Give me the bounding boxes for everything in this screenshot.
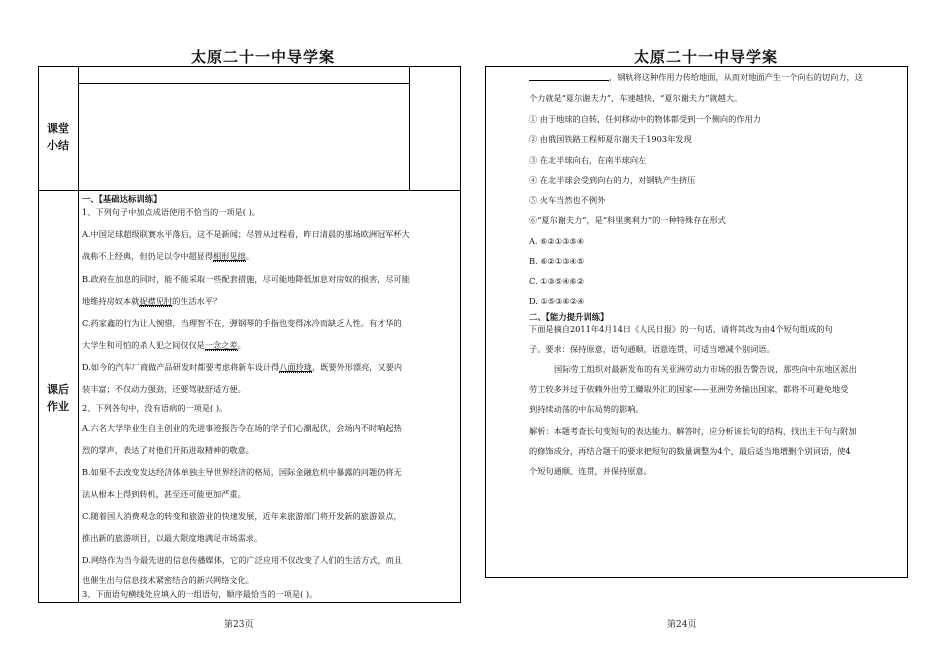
idiom-xiangxingjianchu: 相形见绌 [213,251,246,261]
sentence-5: ⑤ 火车当然也不例外 [529,195,606,205]
right-page-number: 第24页 [667,620,697,630]
q2-option-a-line2: 烈的掌声，表达了对他们开拓进取精神的敬意。 [82,445,254,455]
fill-in-blank[interactable] [529,71,609,81]
q1-option-b-line2: 地维持房奴本就捉襟见肘的生活水平？ [82,296,222,306]
q1-option-c-line1: C.药家鑫的行为让人惋惜，当理智不在，弹钢琴的手指也变得冰冷而缺乏人性。有才华的 [82,318,402,328]
quote-line-1: 国际劳工组织对最新发布的有关亚洲劳动力市场的报告警告说，那些向中东地区派出 [554,364,857,374]
left-page-title: 太原二十一中导学案 [191,48,336,66]
analysis-line-3: 个短句通顺、连贯，并保持原意。 [529,466,652,476]
class-summary-label: 课堂 小结 [47,122,69,152]
task-line-2: 子。要求：保持原意，语句通顺，语意连贯，可适当增减个别词语。 [529,344,775,354]
quote-line-2: 劳工较多并过于依赖外出劳工赚取外汇的国家——亚洲劳务输出国家，都将不可避免地受 [529,384,849,394]
passage-line-1: ，钢轨将这种作用力传给地面，从而对地面产生一个向右的切向力，这 [529,71,863,83]
q1-option-c-line2: 大学生和可怕的杀人犯之间仅仅是一念之差。 [82,340,246,350]
sentence-1: ① 由于地球的自转，任何移动中的物体都受到一个侧向的作用力 [529,114,761,124]
task-line-1: 下面是摘自2011年4月14日《人民日报》的一句话，请将其改为由4个短句组成的句 [529,324,833,334]
quote-line-3: 到持续动荡的中东局势的影响。 [529,404,644,414]
option-d: D. ①⑤③⑥②④ [529,296,585,306]
option-c: C. ①③⑤④⑥② [529,276,585,286]
q2-option-c-line2: 推出新的旅游项目，以最大限度地满足市场需求。 [82,533,263,543]
q2-option-d-line1: D.网络作为当今最先进的信息传播媒体，它的广泛应用不仅改变了人们的生活方式，而且 [82,555,403,565]
option-a: A. ⑥②①③⑤④ [529,236,585,246]
homework-label: 课后 作业 [47,383,69,413]
section2-heading: 二、【能力提升训练】 [529,312,609,322]
left-page-number: 第23页 [224,620,254,630]
idiom-bamianlinglong: 八面玲珑 [279,362,312,372]
idiom-zhuojinjianzhou: 捉襟见肘 [139,296,173,306]
option-b: B. ⑥②①③④⑤ [529,256,585,266]
q2-option-a-line1: A.六名大学毕业生自主创业的先进事迹报告令在场的学子们心潮起伏，会场内不时响起热 [82,423,402,433]
q1-option-d-line2: 装丰富；不仅动力强劲，还要驾驶舒适方便。 [82,384,246,394]
q1-option-a-line1: A.中国足球超级联赛水平落后，这不是新闻；尽管从过程看，昨日清晨的那场欧洲冠军杯大 [82,229,410,239]
q1-option-a-line2: 战称不上经典，但仍足以令中超显得相形见绌。 [82,251,254,261]
sentence-2: ② 由俄国铁路工程师夏尔谢夫于1903年发现 [529,134,692,144]
question-3: 3、下面语句横线处应填入的一组语句，顺序最恰当的一项是( )。 [82,589,318,599]
analysis-line-2: 的修饰成分，再结合题干的要求把短句的数量调整为4个，最后适当地增删个别词语，使4 [529,446,851,456]
section1-heading: 一、【基础达标训练】 [82,194,162,204]
sentence-6: ⑥“夏尔谢夫力”，是“科里奥利力”的一种特殊存在形式 [529,215,726,225]
q1-option-b-line1: B.政府在加息的同时，能不能采取一些配套措施，尽可能地降低加息对房奴的损害，尽可能 [82,274,410,284]
q2-option-b-line2: 法从根本上得到转机，甚至还可能更加严重。 [82,489,246,499]
analysis-line-1: 解析：本题考查长句变短句的表达能力。解答时，应分析该长句的结构，找出主干句与附加 [529,426,857,436]
idiom-yinianzhicha: 一念之差 [204,340,238,350]
q1-option-d-line1: D.如今的汽车厂商做产品研发时都要考虑将新车设计得八面玲珑，既要外形漂亮，又要内 [82,362,403,372]
q2-option-d-line2: 也催生出与信息技术紧密结合的新兴网络文化。 [82,575,254,585]
question-2: 2、下列各句中，没有语病的一项是( )。 [82,403,228,413]
q2-option-c-line1: C.随着国人消费观念的转变和旅游业的快速发展，近年来旅游部门将开发新的旅游景点， [82,511,402,521]
q2-option-b-line1: B.如果不去改变发达经济体单独主导世界经济的格局，国际金融危机中暴露的问题仍将无 [82,467,402,477]
right-page-title: 太原二十一中导学案 [634,48,779,66]
passage-line-2: 个力就是“夏尔谢夫力”，车速越快，“夏尔谢夫力”就越大。 [529,93,743,103]
question-1: 1、下列句子中加点成语使用不恰当的一项是( )。 [82,207,260,217]
sentence-3: ③ 在北半球向右，在南半球向左 [529,155,647,165]
sentence-4: ④ 在北半球会受到向右的力，对钢轨产生挤压 [529,175,696,185]
